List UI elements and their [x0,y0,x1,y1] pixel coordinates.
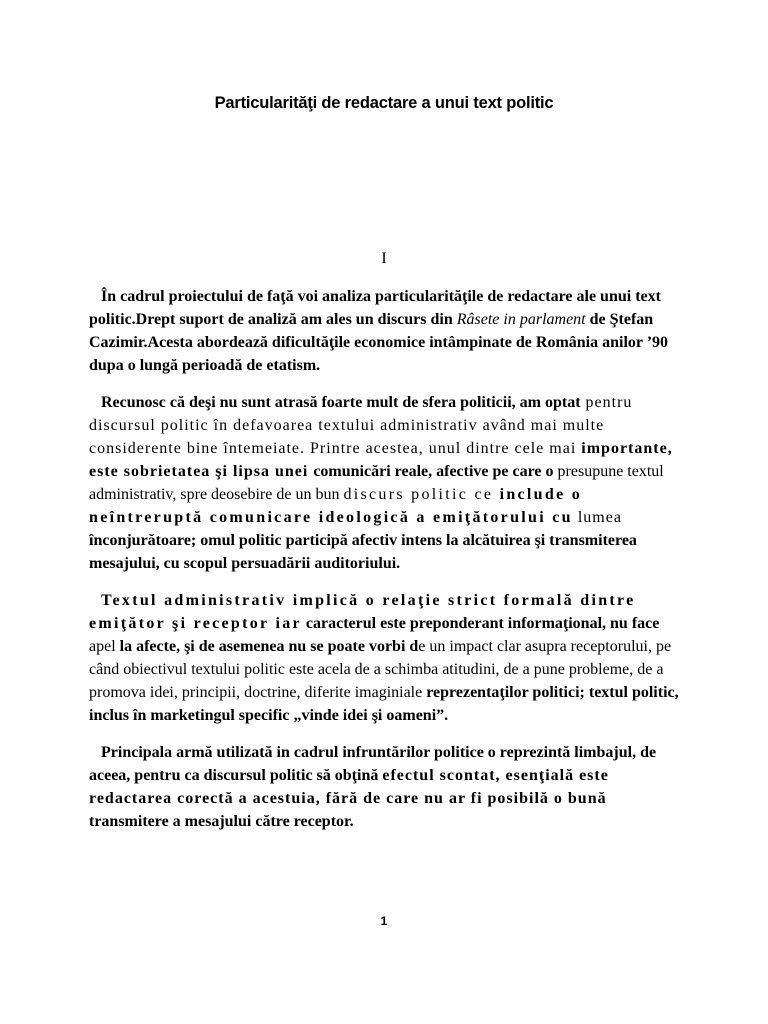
paragraph-4 [89,741,679,833]
text-segment: la afecte, şi de asemenea nu se poate vorbi d [119,638,419,655]
text-segment: pentru discursul politic în defavoarea textului administrativ având mai multe considerente bine întemeiate. Printre acestea, unul dintre cele mai [89,394,633,457]
text-segment: Principala armă utilizată in cadrul infruntărilor politice o reprezintă limbajul, de aceea, pentru ca discursul politic să obţină [89,744,657,784]
document-title: Particularităţi de redactare a unui text politic [214,94,554,112]
text-segment: importante, este sobrietatea şi lipsa unei [89,440,673,480]
text-segment: caracterul este preponderant informaţional, nu face [301,615,660,632]
text-segment: înconjurătoare; omul politic participă afectiv intens la alcătuirea şi transmiterea mesajului, cu scopul persuadării auditoriului. [89,532,637,572]
paragraph-2 [89,391,679,575]
paragraph-1 [89,285,679,377]
document-body [89,285,679,843]
text-segment: presupune textul administrativ, spre deosebire de un bun [89,463,664,503]
text-segment: Recunosc că deşi nu sunt atrasă foarte mult de sfera politicii, am optat [101,394,581,411]
text-segment: reprezentaţilor politici; textul politic, inclus în marketingul specific „vinde idei şi oameni”. [89,684,679,724]
text-segment: e un impact clar asupra receptorului, pe când obiectivul textului politic este acela de a schimba atitudini, de a pune probleme, de a promova idei, principii, doctrine, diferite imaginiale [89,638,672,701]
text-segment: transmitere a mesajului către receptor. [89,813,354,830]
page-number: 1 [380,914,388,928]
text-segment: discurs politic ce [343,486,494,503]
text-segment: de Ştefan Cazimir.Acesta abordează dificultăţile economice intâmpinate de România anilor ’90 dupa o lungă perioadă de etatism. [89,311,669,374]
text-segment: În cadrul proiectului de faţă voi analiza particularităţile de redactare ale unui text politic.Drept suport de analiză am ales un discurs din [89,288,661,328]
text-segment: comunicări reale, afective pe care o [313,463,554,480]
text-segment: apel [89,638,120,655]
book-title: Râsete in parlament [456,311,586,328]
text-segment: efectul scontat, esenţială este redactarea corectă a acestuia, fără de care nu ar fi posibilă o bună [89,767,609,807]
text-segment: include o neîntreruptă comunicare ideologică a emiţătorului cu [89,486,583,526]
section-number: I [381,250,387,267]
text-segment: Textul administrativ implică o relaţie strict formală dintre emiţător şi receptor iar [89,592,636,632]
paragraph-3 [89,589,679,727]
text-segment: lumea [572,509,622,526]
